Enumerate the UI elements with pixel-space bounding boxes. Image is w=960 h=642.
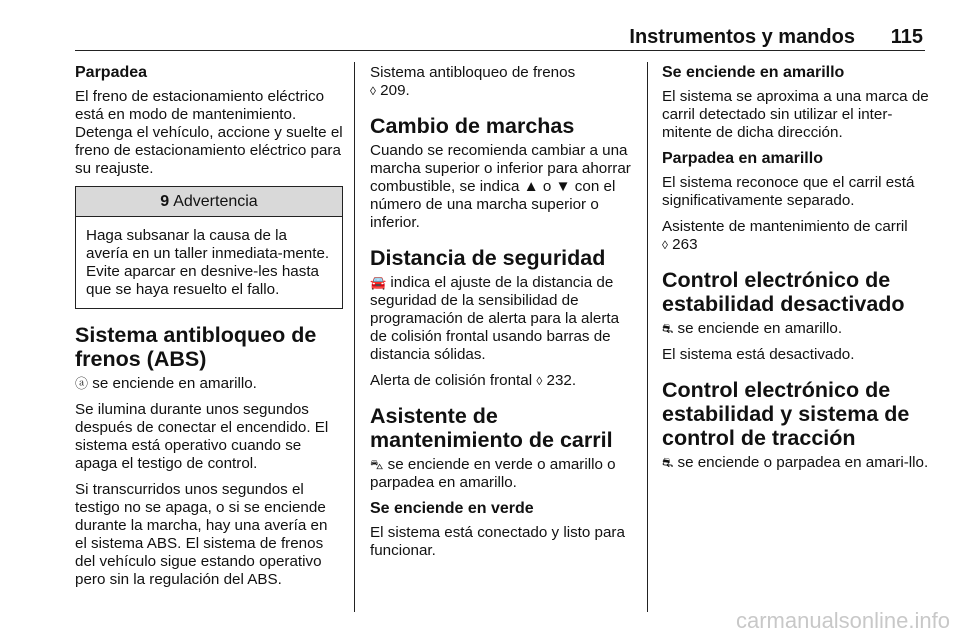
column-3 xyxy=(662,64,930,480)
asistente-reference xyxy=(662,218,930,254)
column-divider-2 xyxy=(647,62,648,612)
asistente-heading: Asistente de mantenimiento de carril xyxy=(370,404,613,452)
warning-header xyxy=(76,187,342,217)
abs-heading: Sistema antibloqueo de frenos (ABS) xyxy=(75,323,317,371)
abs-status xyxy=(75,375,343,393)
esc-tc-text: se enciende o parpadea en amari-llo. xyxy=(677,454,929,471)
asistente-paragraph xyxy=(370,456,636,492)
esc-off-icon: ⛐ xyxy=(662,321,674,336)
abs-reference xyxy=(370,64,636,100)
esc-tc-heading: Control electrónico de estabilidad y sistema de control de tracción xyxy=(662,378,910,450)
esc-off-status-text: se enciende en amarillo. xyxy=(677,320,843,337)
reference-arrow-icon: ◊ xyxy=(536,374,543,388)
parpadea-heading: Parpadea xyxy=(75,64,148,81)
warning-title: Advertencia xyxy=(173,193,258,210)
parpadea-amarillo-text: El sistema reconoce que el carril está significativamente separado. xyxy=(662,174,915,209)
warning-box xyxy=(75,186,343,309)
amarillo-heading: Se enciende en amarillo xyxy=(662,64,845,81)
distancia-paragraph xyxy=(370,274,636,364)
header-rule xyxy=(75,50,925,51)
watermark: carmanualsonline.info xyxy=(735,608,950,633)
esc-off-heading: Control electrónico de estabilidad desactivado xyxy=(662,268,905,316)
header-title: Instrumentos y mandos xyxy=(629,26,855,48)
abs-paragraph-2: Se ilumina durante unos segundos después de conectar el encendido. El sistema está operativo cuando se apaga el testigo de control. xyxy=(75,401,329,472)
abs-reference-text: Sistema antibloqueo de frenos xyxy=(370,64,576,81)
column-divider-1 xyxy=(354,62,355,612)
distancia-text: indica el ajuste de la distancia de seguridad de la sensibilidad de programación de alerta para la alerta de colisión frontal usando barras de distancia sólidas. xyxy=(370,274,620,363)
verde-heading: Se enciende en verde xyxy=(370,500,534,517)
warning-icon: 9 xyxy=(160,193,170,210)
lane-assist-icon: ⛍ xyxy=(370,457,384,472)
parpadea-amarillo-heading: Parpadea en amarillo xyxy=(662,150,823,167)
verde-text: El sistema está conectado y listo para funcionar. xyxy=(370,524,625,559)
cambio-text: Cuando se recomienda cambiar a una marcha superior o inferior para ahorrar combustible, se indica ▲ o ▼ con el número de una marcha superior o inferior. xyxy=(370,142,631,231)
esc-icon: ⛐ xyxy=(662,455,674,470)
cambio-heading: Cambio de marchas xyxy=(370,114,575,138)
abs-status-text: se enciende en amarillo. xyxy=(92,375,257,392)
esc-off-status xyxy=(662,320,930,338)
reference-arrow-icon: ◊ xyxy=(662,238,668,252)
asistente-reference-page[interactable]: 263 xyxy=(672,236,698,253)
warning-text: Haga subsanar la causa de la avería en un taller inmediata-mente. Evite aparcar en desnive-les hasta que se haya resuelto el fallo. xyxy=(86,227,330,298)
column-1 xyxy=(75,64,343,597)
parpadea-text: El freno de estacionamiento eléctrico está en modo de mantenimiento. Detenga el vehículo, accione y suelte el freno de estacionamiento eléctrico para su reajuste. xyxy=(75,88,343,177)
distancia-heading: Distancia de seguridad xyxy=(370,246,606,270)
abs-icon: ⓐ xyxy=(75,376,89,391)
asistente-text: se enciende en verde o amarillo o parpadea en amarillo. xyxy=(370,456,616,491)
abs-reference-page[interactable]: 209. xyxy=(380,82,410,99)
asistente-reference-text: Asistente de mantenimiento de carril xyxy=(662,218,908,235)
alerta-reference xyxy=(370,372,636,390)
amarillo-text: El sistema se aproxima a una marca de carril detectado sin utilizar el inter-mitente de dicha dirección. xyxy=(662,88,929,141)
reference-arrow-icon: ◊ xyxy=(370,84,376,98)
esc-tc-paragraph xyxy=(662,454,930,472)
page-number: 115 xyxy=(890,26,923,48)
alerta-reference-page[interactable]: 232. xyxy=(546,372,577,389)
page-header xyxy=(75,24,925,50)
column-2 xyxy=(370,64,636,568)
abs-paragraph-3: Si transcurridos unos segundos el testigo no se apaga, o si se enciende durante la marcha, hay una avería en el sistema ABS. El sistema de frenos del vehículo sigue estando operativo pero sin la regulación del ABS. xyxy=(75,481,328,588)
alerta-reference-text: Alerta de colisión frontal xyxy=(370,372,533,389)
esc-off-text: El sistema está desactivado. xyxy=(662,346,855,363)
car-distance-icon: 🚘 xyxy=(370,275,387,290)
